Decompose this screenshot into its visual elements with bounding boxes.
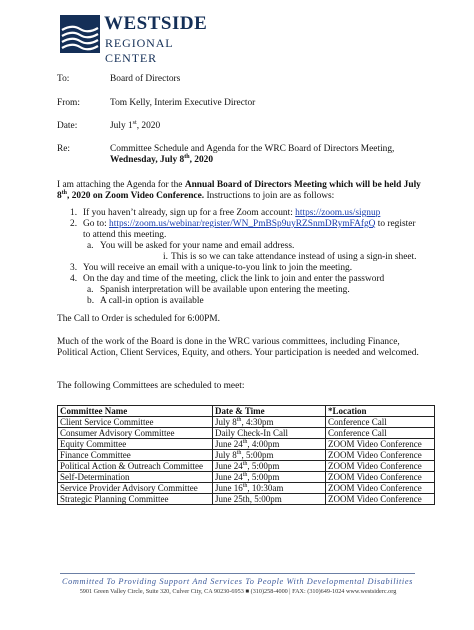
date-time-cell: June 24th, 5:00pm [213,472,326,483]
list-item: 4. On the day and time of the meeting, click the link to join and enter the password a. Spanish interpretation will be available upon entering the meeting. b. A call-in option is available [57,274,427,307]
to-value: Board of Directors [110,74,181,84]
footer-motto: Committed To Providing Support And Services To People With Developmental Disabilities [62,577,413,586]
table-row [58,472,435,483]
date-time-cell: June 25th, 5:00pm [213,494,326,505]
committee-name-cell: Client Service Committee [58,417,213,428]
location-cell: Conference Call [326,417,435,428]
table-row [58,494,435,505]
committee-name-cell: Political Action & Outreach Committee [58,461,213,472]
committee-table [57,405,435,505]
list-item: 2. Go to: https://zoom.us/webinar/register/WN_PmBSp9uyRZSnmDRymFAfgQ to register to attend this meeting. a. You will be asked for your name and email address. i. This is so we can take attendance instead of using a sign-in sheet. [57,219,427,263]
re-label: Re: [57,144,71,154]
date-value: July 1st, 2020 [110,119,161,131]
logo-wordmark: WESTSIDE [104,13,208,34]
header-date-time: Date & Time [213,406,326,417]
waves-logo-icon [60,15,100,53]
location-cell: ZOOM Video Conference [326,450,435,461]
list-subitem: b. A call-in option is available [87,296,204,306]
header-location: *Location [326,406,435,417]
table-header-row [58,406,435,417]
instructions-list [57,208,427,307]
location-cell: ZOOM Video Conference [326,439,435,450]
footer-divider [60,573,415,574]
location-cell: Conference Call [326,428,435,439]
list-item: 1. If you haven’t already, sign up for a free Zoom account: https://zoom.us/signup [70,208,381,218]
table-row [58,483,435,494]
committee-name-cell: Finance Committee [58,450,213,461]
date-time-cell: July 8th, 5:00pm [213,450,326,461]
date-time-cell: Daily Check-In Call [213,428,326,439]
table-row [58,417,435,428]
intro-paragraph: I am attaching the Agenda for the Annual Board of Directors Meeting which will be held July 8th, 2020 on Zoom Video Conference. Instructions to join are as follows: [57,180,421,201]
re-line1: Committee Schedule and Agenda for the WRC Board of Directors Meeting, [110,144,395,154]
call-to-order: The Call to Order is scheduled for 6:00PM. [57,314,220,324]
zoom-register-link[interactable]: https://zoom.us/webinar/register/WN_PmBSp9uyRZSnmDRymFAfgQ [109,219,376,229]
location-cell: ZOOM Video Conference [326,472,435,483]
table-row [58,428,435,439]
table-row [58,439,435,450]
footer-address: 5901 Green Valley Circle, Suite 320, Culver City, CA 90230-6953 ■ (310)258-4000 | FAX: (310)649-1024 www.westsiderc.org [79,588,397,595]
westside-logo [60,13,220,65]
committee-name-cell: Self-Determination [58,472,213,483]
from-value: Tom Kelly, Interim Executive Director [110,98,256,108]
table-row [58,450,435,461]
date-time-cell: June 16th, 10:30am [213,483,326,494]
from-label: From: [57,98,80,108]
committees-paragraph: Much of the work of the Board is done in the WRC various committees, including Finance, Political Action, Client Services, Equity, and others. Your participation is needed and welcomed. [57,337,419,358]
committee-name-cell: Strategic Planning Committee [58,494,213,505]
re-line2: Wednesday, July 8th, 2020 [110,153,214,165]
to-label: To: [57,74,70,84]
date-time-cell: June 24th, 4:00pm [213,439,326,450]
date-time-cell: June 24th, 5:00pm [213,461,326,472]
following-committees: The following Committees are scheduled to meet: [57,381,245,391]
date-label: Date: [57,121,78,131]
location-cell: ZOOM Video Conference [326,483,435,494]
committee-name-cell: Consumer Advisory Committee [58,428,213,439]
logo-subtitle: REGIONAL CENTER [105,36,174,65]
list-subsubitem: i. This is so we can take attendance instead of using a sign-in sheet. [163,252,417,262]
list-item: 3. You will receive an email with a unique-to-you link to join the meeting. [70,263,353,273]
list-subitem: a. You will be asked for your name and email address. [87,241,295,251]
header-committee-name: Committee Name [58,406,213,417]
zoom-signup-link[interactable]: https://zoom.us/signup [295,208,381,218]
list-subitem: a. Spanish interpretation will be available upon entering the meeting. [87,285,350,295]
location-cell: ZOOM Video Conference [326,461,435,472]
date-time-cell: July 8th, 4:30pm [213,417,326,428]
committee-name-cell: Service Provider Advisory Committee [58,483,213,494]
committee-name-cell: Equity Committee [58,439,213,450]
location-cell: ZOOM Video Conference [326,494,435,505]
table-row [58,461,435,472]
